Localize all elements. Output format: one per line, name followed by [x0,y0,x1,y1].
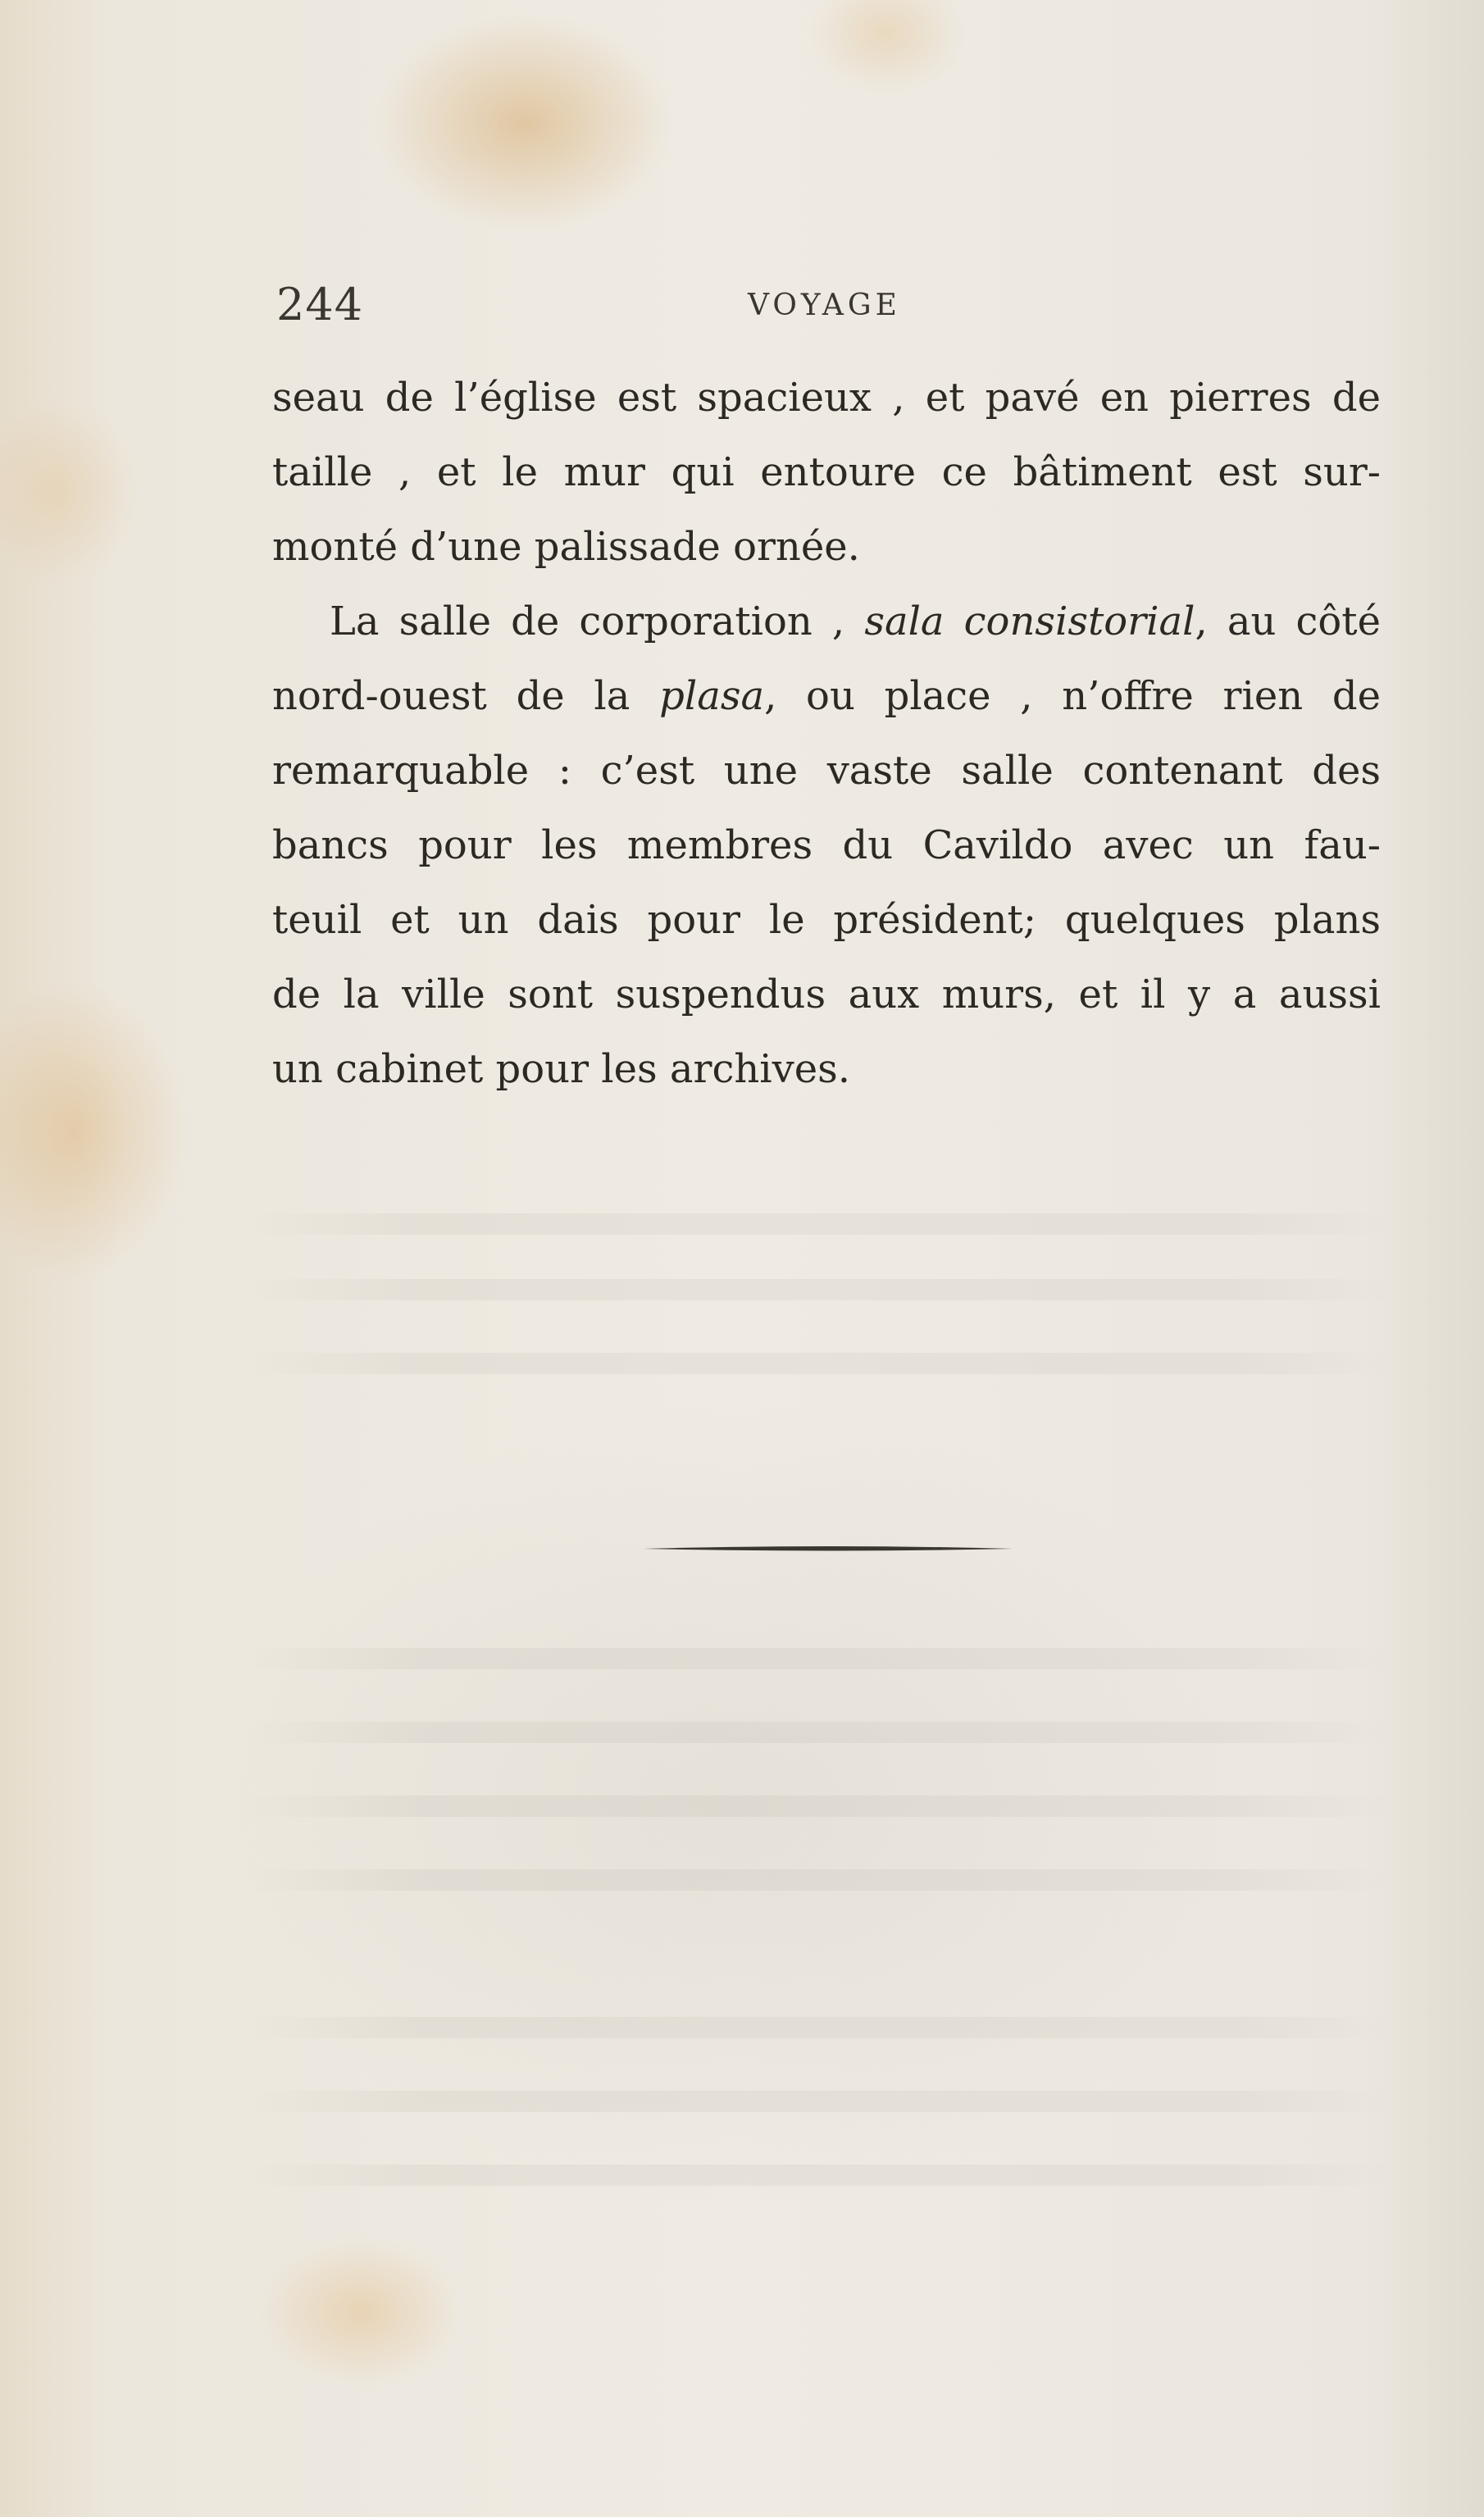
show-through-text [246,1353,1394,1374]
italic-text-segment: plasa [659,673,765,719]
text-segment: un cabinet pour les archives. [272,1046,851,1092]
text-line [272,435,1381,510]
show-through-text [246,1869,1394,1891]
section-divider-rule [644,1544,1013,1554]
text-line [272,883,1381,958]
page-header [272,279,1381,344]
text-line [272,958,1381,1032]
text-line [272,361,1381,435]
text-segment: nord-ouest de la [272,673,660,719]
show-through-text [246,2164,1394,2186]
italic-text-segment: sala consistorial [864,599,1195,644]
show-through-text [246,2017,1394,2038]
show-through-text [246,1648,1394,1669]
text-line [272,585,1381,659]
text-segment: La salle de corporation , [330,599,865,644]
text-segment: remarquable : c’est une vaste salle contenant des [272,748,1381,794]
page-number: 244 [276,279,364,330]
text-line [272,734,1381,808]
show-through-text [246,2091,1394,2112]
text-segment: teuil et un dais pour le président; quelques plans [272,897,1381,943]
show-through-text [246,1279,1394,1300]
show-through-text [246,1796,1394,1817]
text-segment: seau de l’église est spacieux , et pavé en pierres de [272,375,1381,421]
text-line [272,808,1381,883]
text-line [272,659,1381,734]
text-segment: taille , et le mur qui entoure ce bâtiment est sur- [272,449,1381,495]
text-segment: monté d’une palissade ornée. [272,524,860,570]
text-segment: , au côté [1195,599,1381,644]
show-through-text [246,1722,1394,1743]
show-through-text [246,1213,1394,1235]
text-segment: bancs pour les membres du Cavildo avec un fau- [272,822,1381,868]
running-head: VOYAGE [748,289,901,322]
body-text [272,361,1381,1107]
text-segment: , ou place , n’offre rien de [764,673,1382,719]
text-line [272,1032,1381,1107]
text-segment: de la ville sont suspendus aux murs, et il y a aussi [272,972,1381,1017]
text-line [272,510,1381,585]
